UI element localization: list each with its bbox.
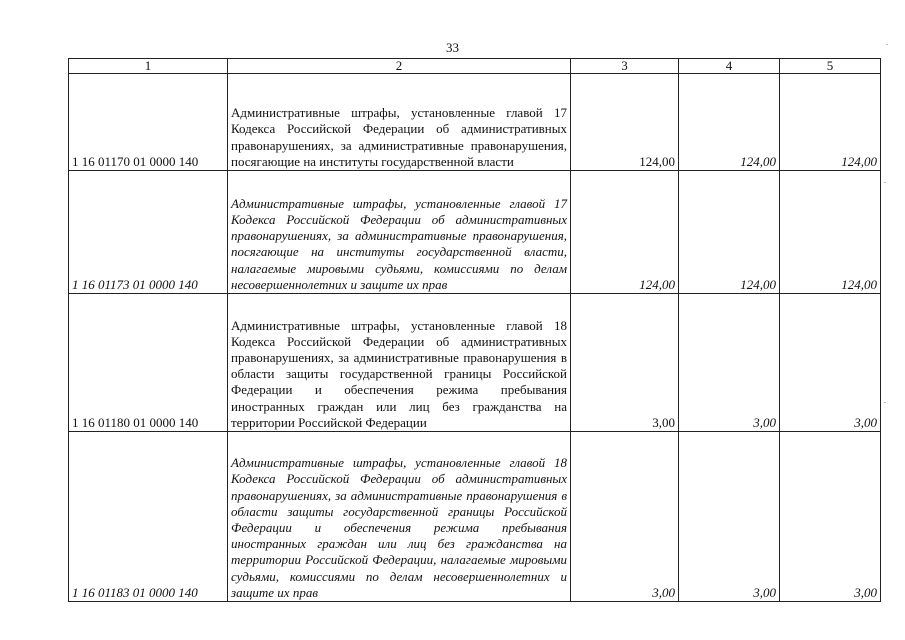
column-header-3: 3 [571,59,679,74]
row-value-col3: 124,00 [571,171,679,294]
page-number: 33 [446,40,459,55]
column-header-1: 1 [69,59,228,74]
table-row [69,74,881,171]
row-code: 1 16 01183 01 0000 140 [69,432,228,602]
row-value-col5: 3,00 [780,432,881,602]
column-header-4: 4 [679,59,780,74]
column-header-5: 5 [780,59,881,74]
row-value-col4: 124,00 [679,171,780,294]
scan-artifact-mark [886,44,888,45]
row-value-col3: 3,00 [571,294,679,432]
row-value-col3: 124,00 [571,74,679,171]
row-value-col4: 3,00 [679,432,780,602]
row-description: Административные штрафы, установленные главой 17 Кодекса Российской Федерации об административных правонарушениях, за административные правонарушения, посягающие на институты государственной власти, налагаемые мировыми судьями, комиссиями по делам несовершеннолетних и защите их прав [228,171,571,294]
row-value-col4: 124,00 [679,74,780,171]
column-header-2: 2 [228,59,571,74]
row-value-col5: 124,00 [780,171,881,294]
row-code: 1 16 01180 01 0000 140 [69,294,228,432]
row-value-col5: 124,00 [780,74,881,171]
row-code: 1 16 01173 01 0000 140 [69,171,228,294]
scan-artifact-mark [884,402,886,403]
row-code: 1 16 01170 01 0000 140 [69,74,228,171]
budget-table [68,58,881,602]
table-header-row [69,59,881,74]
table-row [69,294,881,432]
row-description: Административные штрафы, установленные главой 18 Кодекса Российской Федерации об административных правонарушениях, за административные правонарушения в области защиты государственной границы Российской Федерации и обеспечения режима пребывания иностранных граждан или лиц без гражданства на территории Российской Федерации [228,294,571,432]
row-value-col3: 3,00 [571,432,679,602]
table-row [69,432,881,602]
row-value-col5: 3,00 [780,294,881,432]
row-value-col4: 3,00 [679,294,780,432]
row-description: Административные штрафы, установленные главой 17 Кодекса Российской Федерации об административных правонарушениях, за административные правонарушения, посягающие на институты государственной власти [228,74,571,171]
scan-artifact-mark [884,182,886,183]
table-row [69,171,881,294]
row-description: Административные штрафы, установленные главой 18 Кодекса Российской Федерации об административных правонарушениях, за административные правонарушения в области защиты государственной границы Российской Федерации и обеспечения режима пребывания иностранных граждан или лиц без гражданства на территории Российской Федерации, налагаемые мировыми судьями, комиссиями по делам несовершеннолетних и защите их прав [228,432,571,602]
